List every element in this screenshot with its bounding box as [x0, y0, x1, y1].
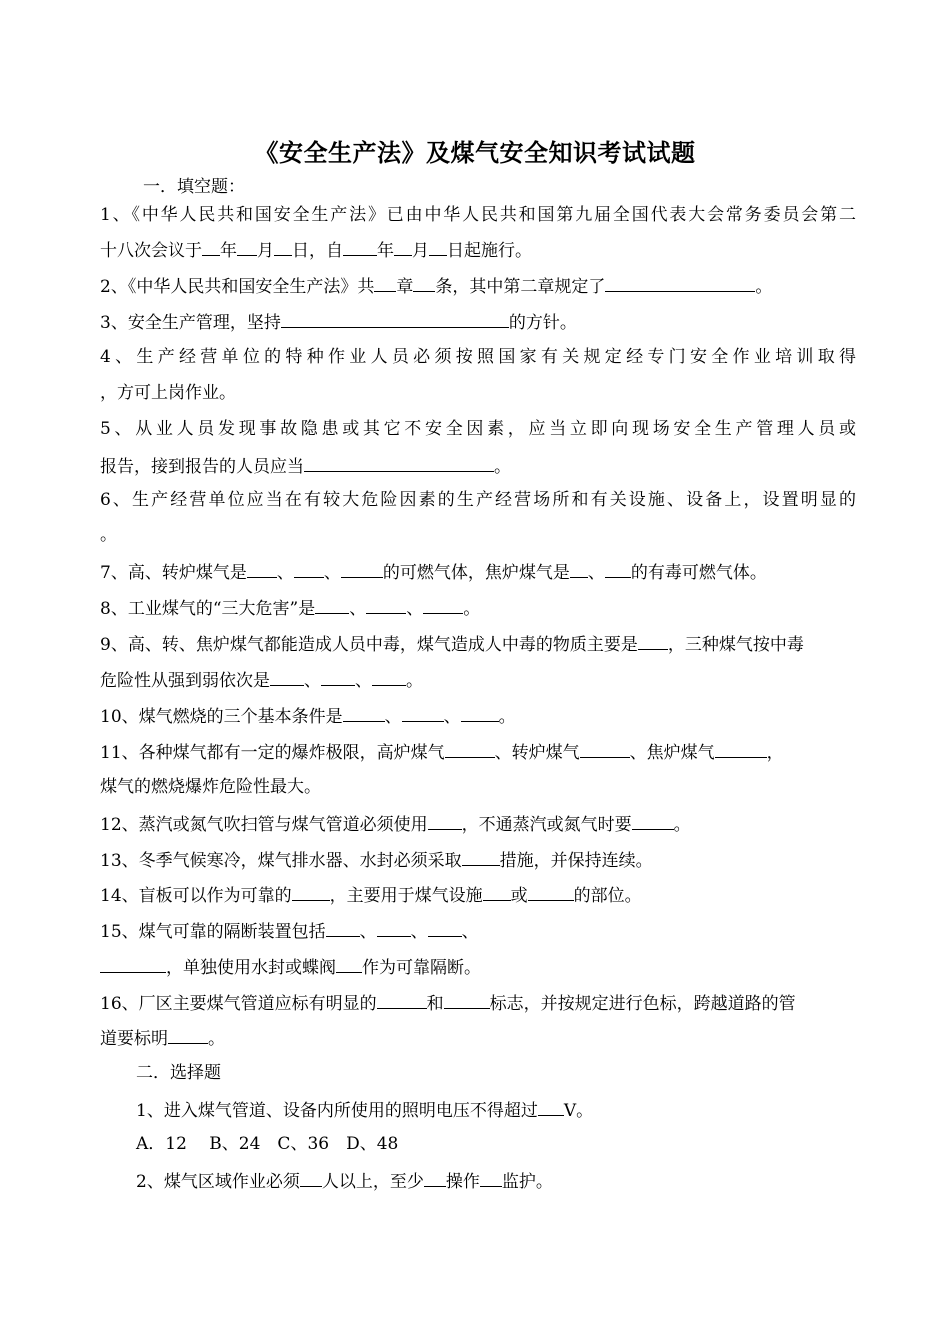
section-heading-choice: 二．选择题 [136, 1063, 221, 1083]
question-13: 13、冬季气候寒冷，煤气排水器、水封必须采取 措施，并保持连续。 [100, 848, 856, 872]
question-5-line-2: 报告，接到报告的人员应当 。 [100, 454, 856, 478]
question-15-line-2: ，单独使用水封或蝶阀 作为可靠隔断。 [100, 955, 856, 979]
question-12: 12、蒸汽或氮气吹扫管与煤气管道必须使用 ，不通蒸汽或氮气时要 。 [100, 812, 856, 836]
question-1-line-2: 十八次会议于 年 月 日，自 年 月 日起施行。 [100, 238, 856, 262]
question-4-line-2: ，方可上岗作业。 [100, 383, 236, 403]
question-6-line-1: 6、生产经营单位应当在有较大危险因素的生产经营场所和有关设施、设备上，设置明显的 [100, 490, 856, 510]
question-9-line-2: 危险性从强到弱依次是 、 、 。 [100, 668, 856, 692]
question-2: 2、《中华人民共和国安全生产法》共 章 条，其中第二章规定了 。 [100, 274, 856, 298]
question-10: 10、煤气燃烧的三个基本条件是 、 、 。 [100, 704, 856, 728]
choice-question-1-options: A．12 B、24 C、36 D、48 [136, 1134, 399, 1154]
question-3: 3、安全生产管理，坚持 的方针。 [100, 310, 856, 334]
question-16-line-2: 道要标明 。 [100, 1026, 856, 1050]
question-1-line-1: 1、《中华人民共和国安全生产法》已由中华人民共和国第九届全国代表大会常务委员会第二 [100, 205, 856, 225]
question-15-line-1: 15、煤气可靠的隔断装置包括 、 、 、 [100, 919, 856, 943]
choice-question-1: 1、进入煤气管道、设备内所使用的照明电压不得超过 V。 [136, 1098, 892, 1122]
section-heading-fill-in: 一．填空题： [143, 177, 245, 197]
question-6-line-2: 。 [100, 525, 117, 545]
question-4-line-1: 4、生产经营单位的特种作业人员必须按照国家有关规定经专门安全作业培训取得 [100, 347, 856, 367]
question-9-line-1: 9、高、转、焦炉煤气都能造成人员中毒，煤气造成人中毒的物质主要是 ，三种煤气按中毒 [100, 632, 856, 656]
question-7: 7、高、转炉煤气是 、 、 的可燃气体，焦炉煤气是 、 的有毒可燃气体。 [100, 560, 856, 584]
page-title: 《安全生产法》及煤气安全知识考试试题 [254, 138, 696, 167]
question-16-line-1: 16、厂区主要煤气管道应标有明显的 和 标志，并按规定进行色标，跨越道路的管 [100, 991, 856, 1015]
question-8: 8、工业煤气的“三大危害”是 、 、 。 [100, 596, 856, 620]
choice-question-2: 2、煤气区域作业必须 人以上，至少 操作 监护。 [136, 1169, 892, 1193]
question-11-line-2: 煤气的燃烧爆炸危险性最大。 [100, 777, 321, 797]
question-11-line-1: 11、各种煤气都有一定的爆炸极限，高炉煤气 、转炉煤气 、焦炉煤气 ， [100, 740, 856, 764]
question-14: 14、盲板可以作为可靠的 ，主要用于煤气设施 或 的部位。 [100, 883, 856, 907]
question-5-line-1: 5、从业人员发现事故隐患或其它不安全因素，应当立即向现场安全生产管理人员或 [100, 419, 856, 439]
